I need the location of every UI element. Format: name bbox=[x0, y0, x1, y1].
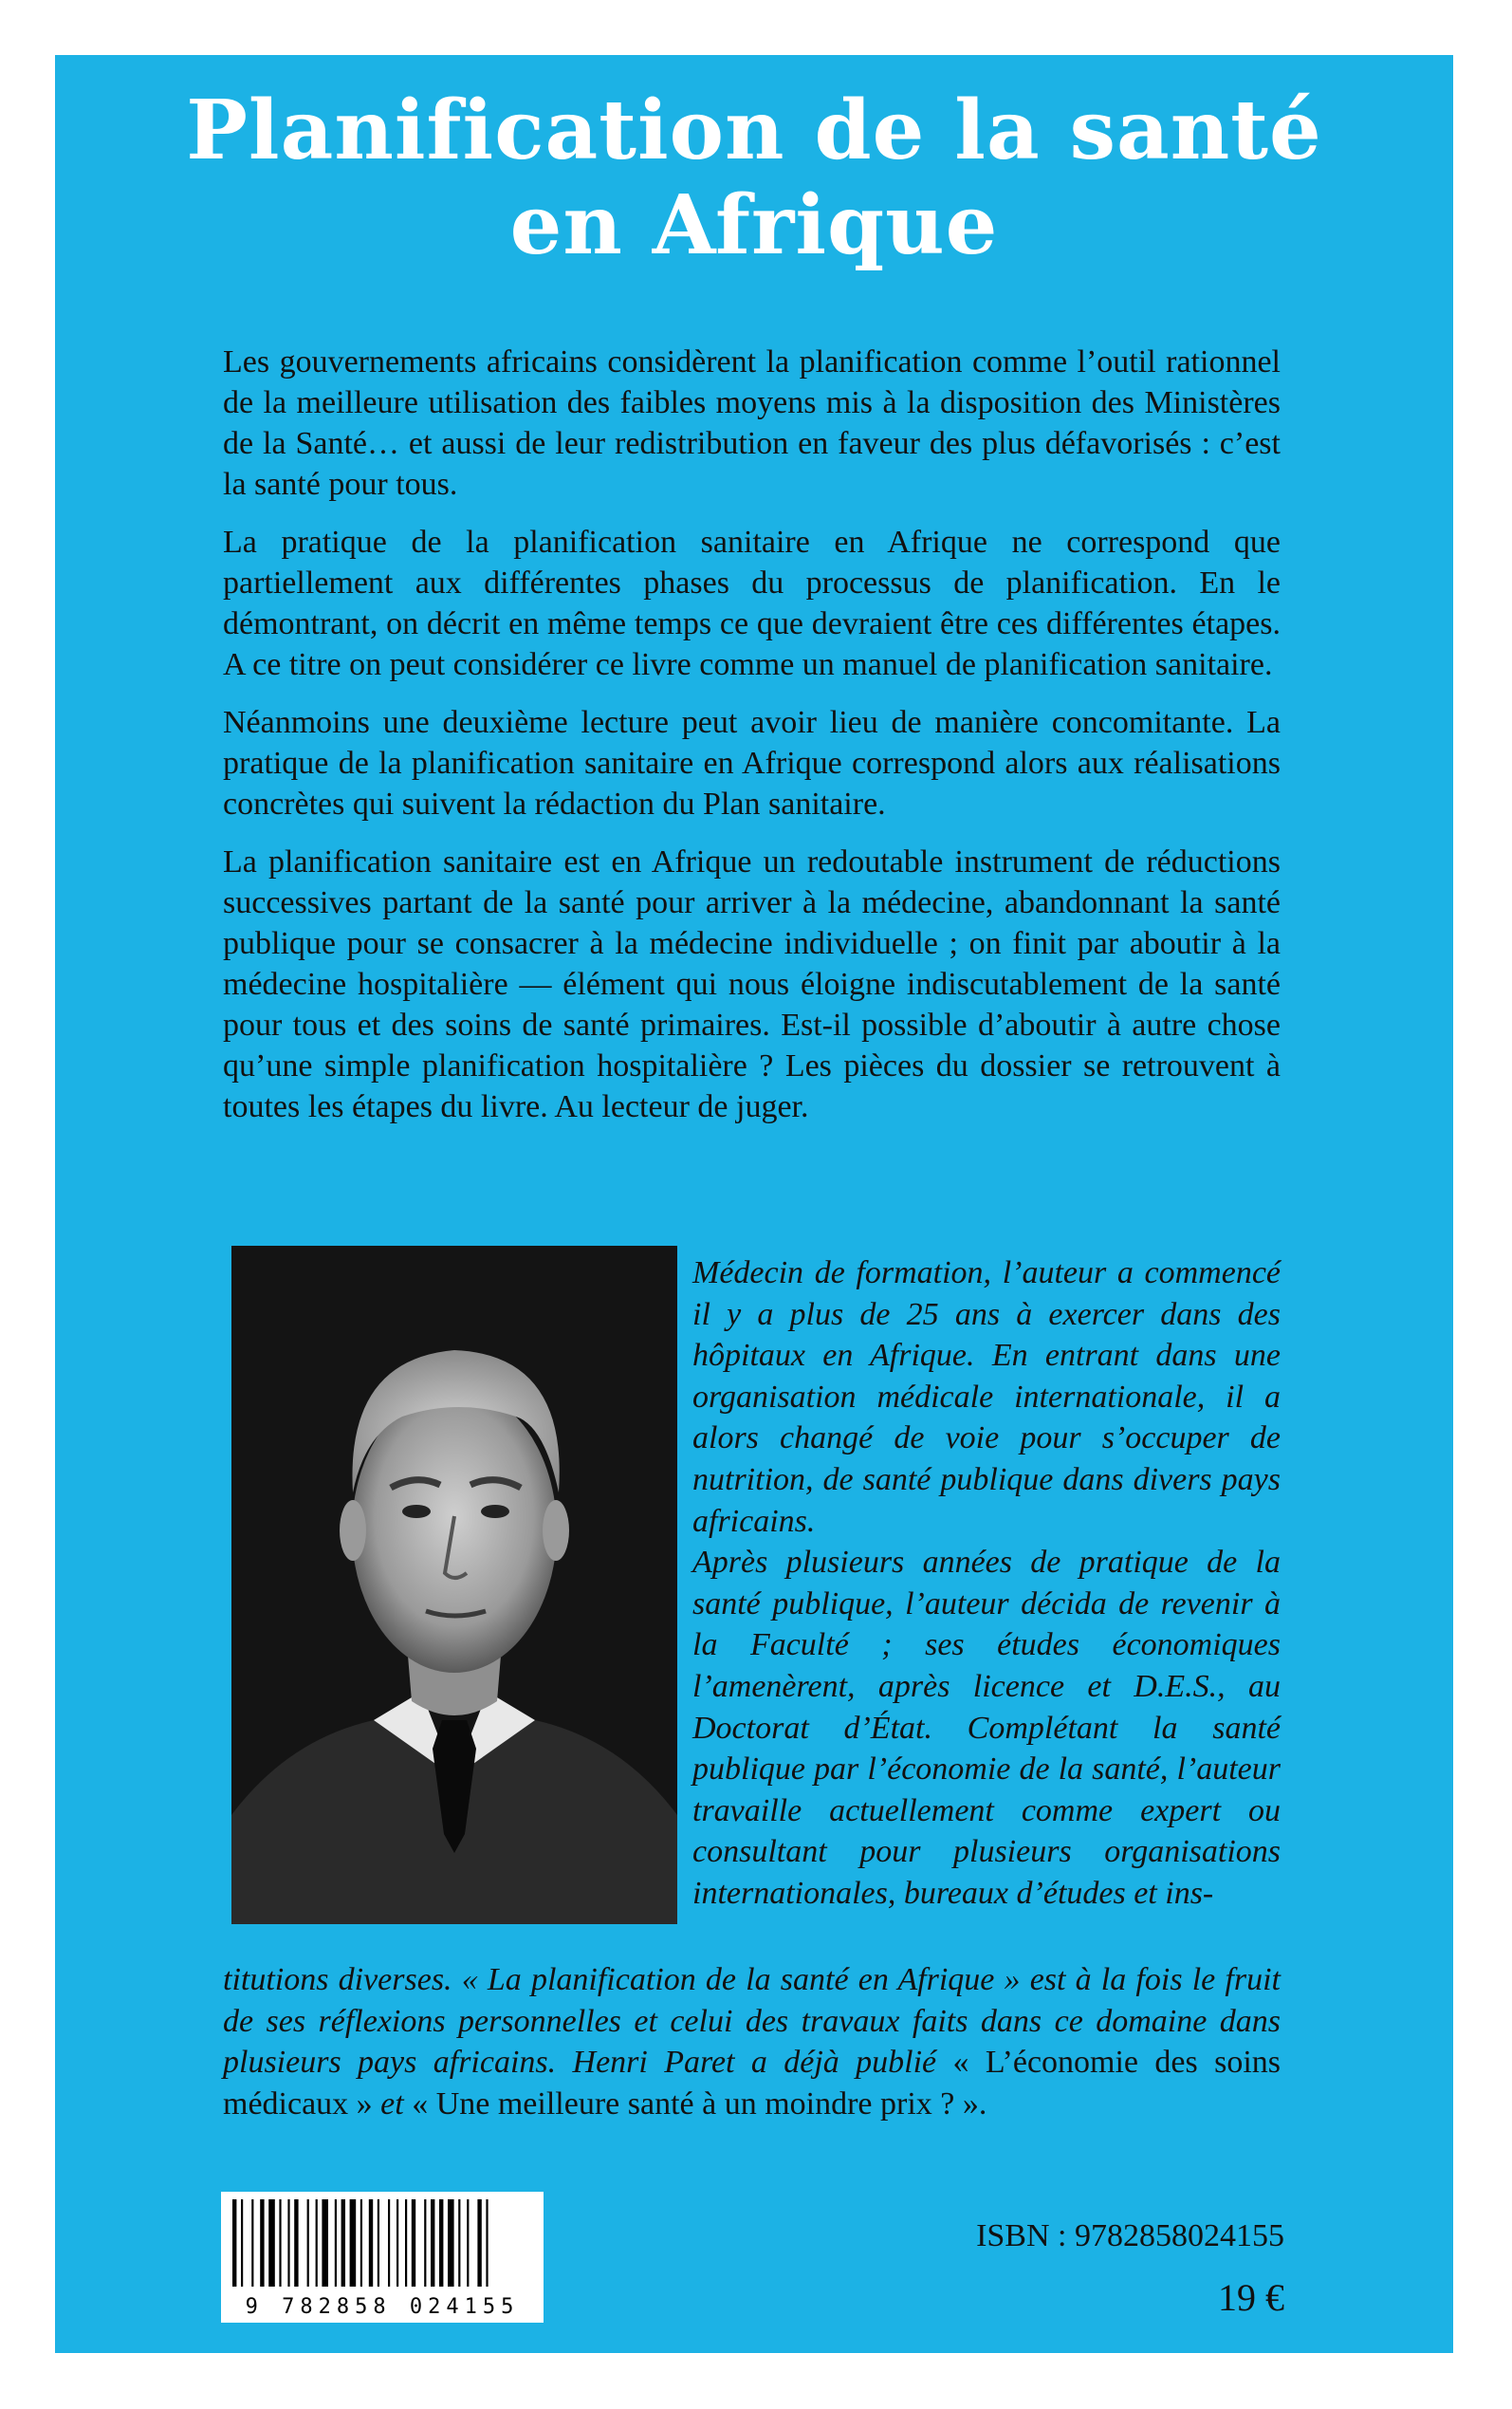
barcode-bar bbox=[232, 2199, 236, 2287]
barcode-bar bbox=[260, 2199, 264, 2287]
barcode-bar bbox=[369, 2199, 373, 2287]
barcode-bar bbox=[360, 2199, 362, 2287]
summary-text bbox=[223, 342, 1281, 1144]
barcode-bar bbox=[350, 2199, 357, 2287]
barcode-bar bbox=[405, 2199, 407, 2287]
book-reference-2: « Une meilleure santé à un moindre prix ? ». bbox=[412, 2085, 987, 2122]
barcode-bar bbox=[486, 2199, 488, 2287]
author-bio-paragraph: Après plusieurs années de pratique de la santé publique, l’auteur décida de revenir à la Faculté ; ses études économiques l’amenèrent, après licence et D.E.S., au Doctorat d’État. Complétant la santé publique par l’économie de la santé, l’auteur travaille actuellement comme expert ou consultant pour plusieurs organisations internationales, bureaux d’études et ins- bbox=[692, 1545, 1281, 1911]
summary-paragraph: Néanmoins une deuxième lecture peut avoir lieu de manière concomitante. La pratique de la planification sanitaire en Afrique correspond alors aux réalisations concrètes qui suivent la rédaction du Plan sanitaire. bbox=[223, 705, 1281, 822]
barcode-bar bbox=[335, 2199, 337, 2287]
title-line-1: Planification de la santé bbox=[186, 83, 1322, 178]
title-line-2: en Afrique bbox=[509, 177, 999, 273]
author-bio-paragraph: Médecin de formation, l’auteur a commencé il y a plus de 25 ans à exercer dans des hôpitaux en Afrique. En entrant dans une organisation médicale internationale, il a alors changé de voie pour s’occuper de nutrition, de santé publique dans divers pays africains. bbox=[692, 1255, 1281, 1539]
summary-paragraph: Les gouvernements africains considèrent la planification comme l’outil rationnel de la meilleure utilisation des faibles moyens mis à la disposition des Ministères de la Santé… et aussi de leur redistribution en faveur des plus défavorisés : c’est la santé pour tous. bbox=[223, 344, 1281, 502]
barcode-digits: 9 782858 024155 bbox=[245, 2295, 520, 2319]
barcode bbox=[221, 2192, 544, 2323]
barcode-bar bbox=[458, 2199, 460, 2287]
summary-paragraph: La pratique de la planification sanitaire en Afrique ne correspond que partiellement aux différentes phases du processus de planification. En le démontrant, on décrit en même temps ce que devraient être ces différentes étapes. A ce titre on peut considérer ce livre comme un manuel de planification sanitaire. bbox=[223, 525, 1281, 682]
barcode-bar bbox=[316, 2199, 318, 2287]
summary-paragraph: La planification sanitaire est en Afrique un redoutable instrument de réductions successives partant de la santé pour arriver à la médecine, abandonnant la santé publique pour se consacrer à la médecine individuelle ; on finit par aboutir à la médecine hospitalière — élément qui nous éloigne indiscutablement de la santé pour tous et des soins de santé primaires. Est-il possible d’aboutir à autre chose qu’une simple planification hospitalière ? Les pièces du dossier se retrouvent à toutes les étapes du livre. Au lecteur de juger. bbox=[223, 844, 1281, 1124]
author-bio-continuation bbox=[223, 1959, 1281, 2124]
barcode-bar bbox=[241, 2199, 243, 2287]
back-cover bbox=[55, 55, 1453, 2353]
barcode-bar bbox=[268, 2199, 275, 2287]
book-title bbox=[55, 83, 1453, 273]
barcode-bar bbox=[251, 2199, 253, 2287]
barcode-bar bbox=[279, 2199, 281, 2287]
book-reference-1: « L’économie des soins médicaux » bbox=[223, 2045, 1282, 2122]
barcode-bar bbox=[431, 2199, 434, 2287]
author-bio-text: titutions diverses. « La planification de la santé en Afrique » est à la fois le fruit de ses réflexions personnelles et celui des travaux faits dans ce domaine dans plusieurs pays africains. Henri Paret a déjà publié bbox=[223, 1962, 1281, 2081]
barcode-bar bbox=[294, 2199, 298, 2287]
barcode-bar bbox=[307, 2199, 309, 2287]
barcode-bar bbox=[322, 2199, 328, 2287]
barcode-bar bbox=[448, 2199, 454, 2287]
price-text: 19 € bbox=[1218, 2276, 1284, 2319]
barcode-bar bbox=[467, 2199, 469, 2287]
isbn-text: ISBN : 9782858024155 bbox=[976, 2218, 1284, 2253]
barcode-bar bbox=[287, 2199, 289, 2287]
barcode-bar bbox=[341, 2199, 345, 2287]
barcode-bar bbox=[412, 2199, 415, 2287]
author-bio-text: et bbox=[380, 2085, 404, 2122]
barcode-bar bbox=[396, 2199, 398, 2287]
barcode-bars bbox=[221, 2192, 544, 2296]
author-photo bbox=[231, 1246, 677, 1924]
author-portrait-image bbox=[231, 1246, 677, 1924]
barcode-bar bbox=[378, 2199, 379, 2287]
barcode-bar bbox=[477, 2199, 481, 2287]
author-bio-column bbox=[692, 1252, 1281, 1915]
barcode-bar bbox=[388, 2199, 390, 2287]
barcode-bar bbox=[424, 2199, 426, 2287]
barcode-bar bbox=[439, 2199, 443, 2287]
